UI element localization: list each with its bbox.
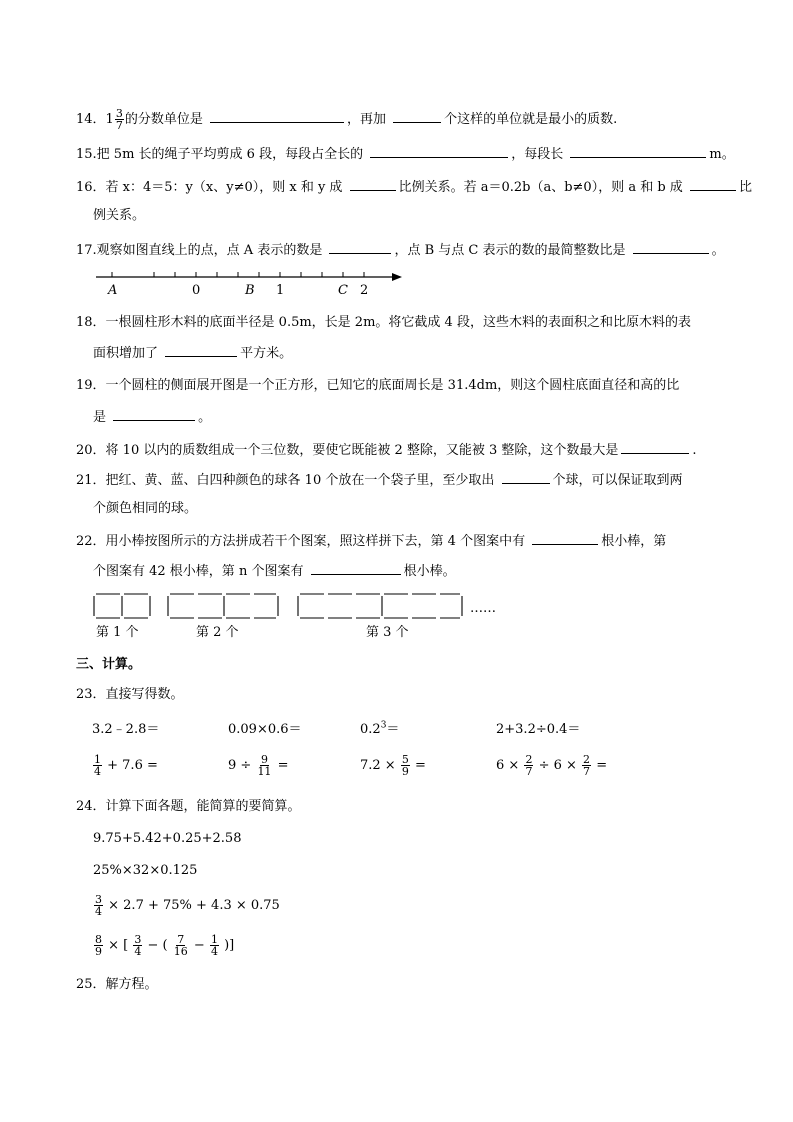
- q23-item-6: [228, 754, 288, 777]
- q23-item-2: 0.09×0.6＝: [228, 722, 302, 737]
- q23-item-3-exponent: 3: [380, 720, 387, 731]
- q14-text-3: 个这样的单位就是最小的质数.: [444, 112, 618, 127]
- answer-blank[interactable]: [113, 407, 195, 421]
- q23-item-5-numerator: 1: [94, 753, 101, 766]
- section-title-calculation: 三、计算。: [76, 657, 142, 672]
- q19-text-1: 是: [93, 410, 107, 425]
- q23-item-6-numerator: 9: [260, 753, 268, 766]
- q24-e4-op-2: − (: [147, 938, 168, 953]
- question-16-line-1: [76, 177, 752, 197]
- q23-item-8-equals: =: [596, 758, 608, 773]
- label-0: 0: [192, 283, 201, 298]
- q18-text-2: 平方米。: [240, 346, 293, 361]
- q14-fraction-denominator: 7: [115, 119, 123, 132]
- q14-fraction-numerator: 3: [115, 107, 123, 120]
- question-17: [76, 240, 725, 260]
- q23-item-3-base: 0.2: [360, 722, 381, 737]
- q24-expression-1: 9.75+5.42+0.25+2.58: [93, 831, 242, 846]
- answer-blank[interactable]: [633, 240, 709, 254]
- number-line: [90, 266, 410, 300]
- question-19-line-1: 19．一个圆柱的侧面展开图是一个正方形，已知它的底面周长是 31.4dm，则这个圆柱底面直径和高的比: [76, 378, 680, 393]
- question-14: [76, 108, 617, 131]
- q24-expression-3: [93, 894, 280, 917]
- q23-item-7-numerator: 5: [401, 753, 409, 766]
- number-line-arrow: [392, 273, 402, 281]
- q23-item-7-denominator: 9: [401, 765, 409, 778]
- answer-blank[interactable]: [502, 470, 550, 484]
- q24-e4-f3-numerator: 1: [210, 933, 218, 946]
- question-22-line-2: [93, 561, 456, 581]
- q14-number: 14．: [76, 112, 106, 127]
- answer-blank[interactable]: [311, 561, 401, 575]
- question-16-line-2: 例关系。: [93, 208, 146, 223]
- number-line-ticks: [112, 272, 364, 277]
- q24-e4-f1-numerator: 3: [134, 933, 142, 946]
- answer-blank[interactable]: [350, 177, 396, 191]
- q22-text-3: 个图案有 42 根小棒，第 n 个图案有: [93, 564, 304, 579]
- q24-e4-f1-denominator: 4: [134, 945, 142, 958]
- stick-patterns: [90, 590, 510, 622]
- q24-expression-4: [93, 934, 234, 957]
- q14-text-2: ，再加: [346, 112, 386, 127]
- q18-text-1: 面积增加了: [93, 346, 159, 361]
- q23-item-5-denominator: 4: [94, 765, 101, 778]
- q24-e4-op-4: )]: [224, 938, 235, 953]
- q23-item-6-denominator: 11: [257, 765, 272, 778]
- q24-e4-f2-numerator: 7: [177, 933, 185, 946]
- q23-item-3: [360, 718, 399, 737]
- q14-fraction: [115, 108, 124, 131]
- pattern-label-2: 第 2 个: [196, 625, 239, 640]
- question-18-line-2: [93, 343, 292, 363]
- q23-item-4: 2+3.2÷0.4＝: [496, 722, 581, 737]
- question-15: [76, 144, 735, 164]
- q22-text-1: 22．用小棒按图所示的方法拼成若干个图案，照这样拼下去，第 4 个图案中有: [76, 534, 526, 549]
- q16-text-2: 比例关系。若 a＝0.2b（a、b≠0），则 a 和 b 成: [398, 180, 683, 195]
- label-C: C: [338, 283, 348, 298]
- label-A: A: [108, 283, 118, 298]
- stick-pattern-3: [298, 594, 462, 618]
- answer-blank[interactable]: [570, 144, 706, 158]
- stick-pattern-2: [168, 594, 278, 618]
- q23-item-5-rest: + 7.6 =: [107, 758, 158, 773]
- q17-text: 17.观察如图直线上的点，点 A 表示的数是: [76, 243, 323, 258]
- q20-text: 20．将 10 以内的质数组成一个三位数，要使它既能被 2 整除，又能被 3 整除，这个数最大是: [76, 443, 619, 458]
- q20-end: .: [692, 443, 697, 458]
- question-24-title: 24．计算下面各题，能简算的要简算。: [76, 799, 301, 814]
- q23-item-6-lead: 9 ÷: [228, 758, 252, 773]
- question-20: [76, 440, 697, 460]
- q14-whole: 1: [105, 112, 114, 127]
- question-22-line-1: [76, 531, 666, 551]
- q23-item-7: [360, 754, 426, 777]
- pattern-ellipsis: ……: [470, 601, 496, 616]
- q22-text-4: 根小棒。: [403, 564, 456, 579]
- q23-item-8-numerator-1: 2: [525, 753, 533, 766]
- q23-item-1: 3.2﹣2.8＝: [92, 722, 160, 737]
- question-21-line-2: 个颜色相同的球。: [93, 501, 198, 516]
- q23-item-7-lead: 7.2 ×: [360, 758, 396, 773]
- q23-item-8-middle: ÷ 6 ×: [538, 758, 577, 773]
- question-18-line-1: 18．一根圆柱形木料的底面半径是 0.5m，长是 2m。将它截成 4 段，这些木料的表面积之和比原木料的表: [76, 315, 691, 330]
- q24-expression-2: 25%×32×0.125: [93, 863, 198, 878]
- pattern-label-1: 第 1 个: [96, 625, 139, 640]
- q24-e4-op-3: −: [193, 938, 205, 953]
- stick-pattern-1: [94, 594, 150, 618]
- answer-blank[interactable]: [690, 177, 736, 191]
- q17-end: 。: [711, 243, 725, 258]
- q21-text-2: 个球，可以保证取到两: [552, 473, 683, 488]
- q23-item-6-equals: =: [277, 758, 289, 773]
- q24-e4-f3-denominator: 4: [210, 945, 218, 958]
- q23-item-8-denominator-2: 7: [583, 765, 591, 778]
- q24-e4-denominator: 9: [95, 945, 102, 958]
- q23-item-5: [92, 754, 158, 777]
- q17-text-2: ，点 B 与点 C 表示的数的最简整数比是: [394, 243, 626, 258]
- q22-text-2: 根小棒，第: [601, 534, 667, 549]
- q23-item-8: [496, 754, 607, 777]
- answer-blank[interactable]: [165, 343, 237, 357]
- q23-item-8-denominator-1: 7: [525, 765, 533, 778]
- pattern-label-3: 第 3 个: [366, 625, 409, 640]
- label-2: 2: [360, 283, 369, 298]
- answer-blank[interactable]: [532, 531, 598, 545]
- q23-item-7-equals: =: [414, 758, 426, 773]
- q24-e4-op-1: × [: [108, 938, 129, 953]
- q24-e3-numerator: 3: [95, 893, 102, 906]
- q23-item-3-equals: ＝: [386, 722, 400, 737]
- q24-e4-f2-denominator: 16: [173, 945, 188, 958]
- q24-e3-rest: × 2.7 + 75% + 4.3 × 0.75: [108, 898, 280, 913]
- q15-text: 15.把 5m 长的绳子平均剪成 6 段，每段占全长的: [76, 147, 364, 162]
- question-23-title: 23．直接写得数。: [76, 687, 184, 702]
- label-B: B: [245, 283, 255, 298]
- question-25-title: 25．解方程。: [76, 977, 158, 992]
- answer-blank[interactable]: [393, 109, 441, 123]
- answer-blank[interactable]: [370, 144, 508, 158]
- q23-item-8-lead: 6 ×: [496, 758, 520, 773]
- answer-blank[interactable]: [329, 240, 391, 254]
- question-19-line-2: [93, 407, 211, 427]
- q16-text-1: 16．若 x：4＝5：y（x、y≠0），则 x 和 y 成: [76, 180, 343, 195]
- q19-text-2: 。: [198, 410, 212, 425]
- q24-e4-numerator: 8: [95, 933, 102, 946]
- q15-text-2: ，每段长: [511, 147, 564, 162]
- q21-text-1: 21．把红、黄、蓝、白四种颜色的球各 10 个放在一个袋子里，至少取出: [76, 473, 495, 488]
- answer-blank[interactable]: [210, 109, 344, 123]
- label-1: 1: [276, 283, 285, 298]
- q23-item-8-numerator-2: 2: [583, 753, 591, 766]
- q24-e3-denominator: 4: [95, 905, 102, 918]
- answer-blank[interactable]: [621, 440, 689, 454]
- question-21-line-1: [76, 470, 683, 490]
- q16-text-3: 比: [738, 180, 752, 195]
- q14-text-1: 的分数单位是: [124, 112, 203, 127]
- q15-unit: m。: [709, 147, 735, 162]
